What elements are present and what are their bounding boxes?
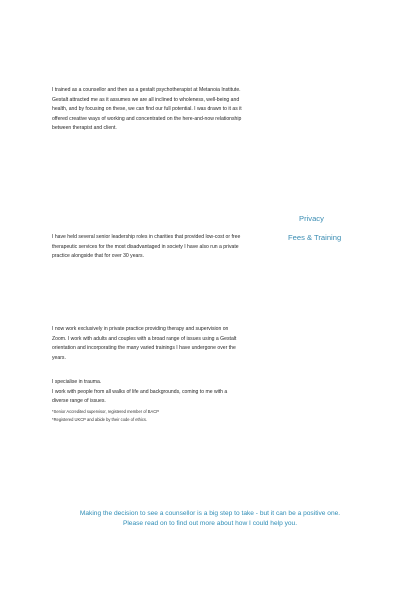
bio-paragraph-practice	[52, 325, 242, 363]
privacy-link[interactable]: Privacy	[299, 214, 324, 223]
bio-paragraph-specialism	[52, 378, 242, 407]
accreditation-note-bacp: *Senior Accredited supervisor, registered member of BACP	[52, 409, 159, 414]
bio-text-clients: I work with people from all walks of life and backgrounds, coming to me with a diverse range of issues.	[52, 388, 228, 405]
intro-banner-line-1: Making the decision to see a counsellor is a big step to take - but it can be a positive one.	[79, 510, 341, 517]
accreditation-note-ukcp: *Registered UKCP and abide by their code of ethics.	[52, 417, 148, 422]
bio-text-leadership: I have held several senior leadership roles in charities that provided low-cost or free therapeutic services for the most disadvantaged in society I have also run a private practice alongside that for over 30 years.	[52, 234, 241, 260]
bio-text-training: I trained as a counsellor and then as a gestalt psychotherapist at Metanoia Institute. Gestalt attracted me as it assumes we are all inclined to wholeness, well-being and health, and by focusing on these, we can find our full potential. I was drawn to it as it offered creative ways of working and concentrated on the here-and-now relationship between therapist and client.	[52, 87, 242, 132]
bio-text-practice: I now work exclusively in private practice providing therapy and supervision on Zoom. I work with adults and couples with a broad range of issues using a Gestalt orientation and incorporating the many varied trainings I have undergone over the years.	[52, 326, 237, 361]
bio-text-trauma: I specialise in trauma.	[52, 379, 102, 385]
intro-banner-line-2: Please read on to find out more about how I could help you.	[122, 520, 298, 527]
fees-training-link[interactable]: Fees & Training	[288, 233, 342, 242]
intro-banner	[40, 509, 380, 529]
bio-paragraph-training	[52, 86, 242, 134]
bio-paragraph-leadership	[52, 233, 242, 262]
